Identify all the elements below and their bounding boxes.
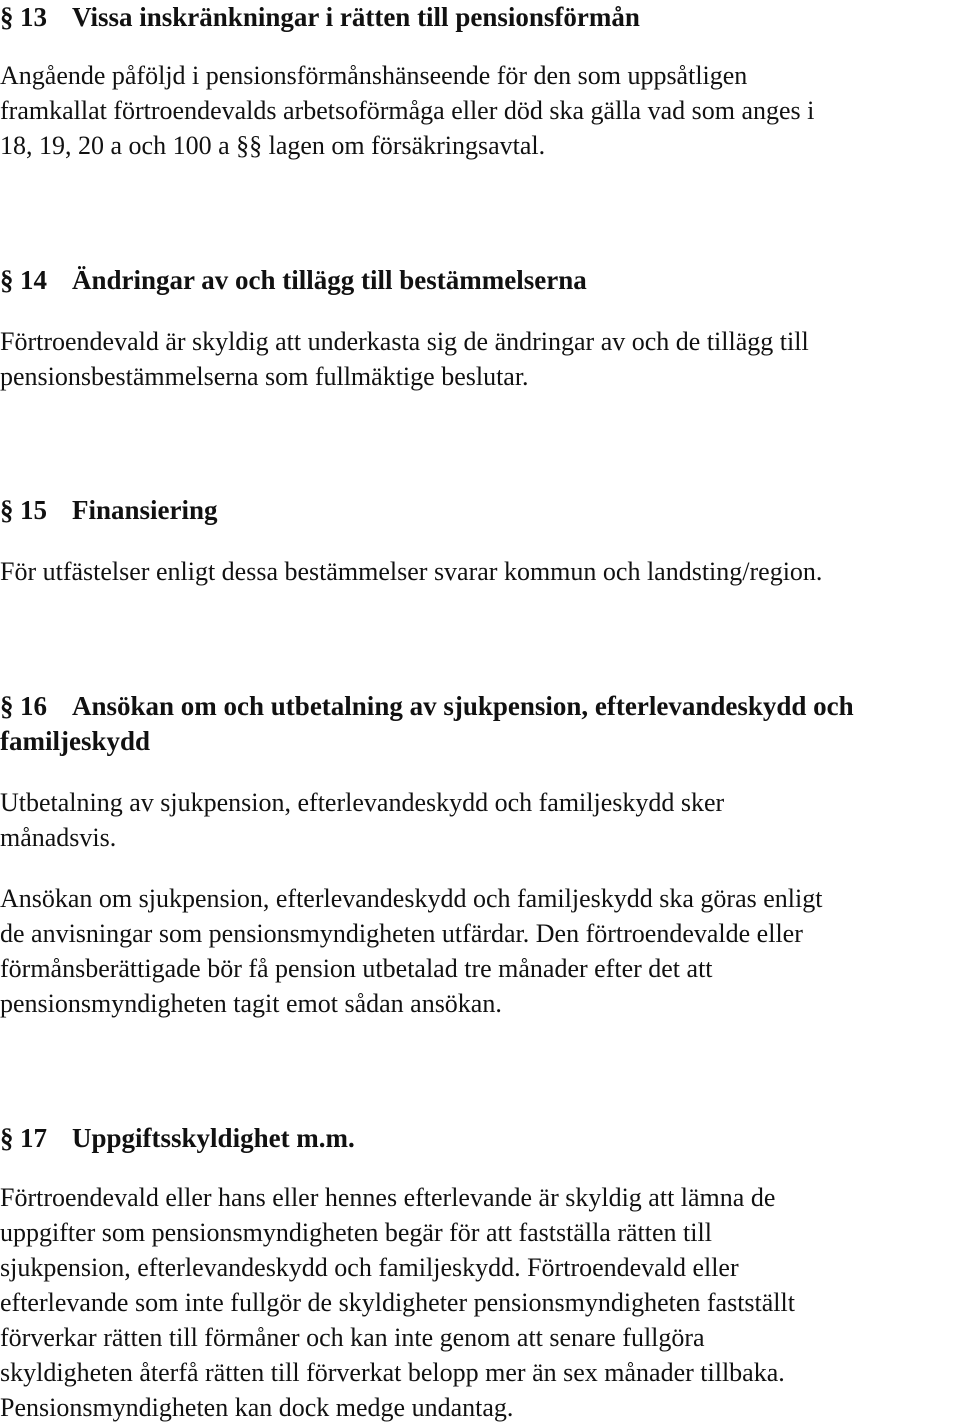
paragraph-line: uppgifter som pensionsmyndigheten begär för att fastställa rätten till [0, 1218, 712, 1247]
section-title: Vissa inskränkningar i rätten till pensionsförmån [72, 2, 640, 32]
section-title-continued: familjeskydd [0, 726, 151, 756]
paragraph-line: månadsvis. [0, 823, 117, 852]
paragraph-line: de anvisningar som pensionsmyndigheten utfärdar. Den förtroendevalde eller [0, 919, 803, 948]
section-title: Uppgiftsskyldighet m.m. [72, 1123, 355, 1153]
paragraph-line: förverkar rätten till förmåner och kan inte genom att senare fullgöra [0, 1323, 705, 1352]
section-15-heading [0, 493, 960, 528]
paragraph-line: förmånsberättigade bör få pension utbetalad tre månader efter det att [0, 954, 713, 983]
paragraph-line: För utfästelser enligt dessa bestämmelser svarar kommun och landsting/region. [0, 557, 823, 586]
paragraph-line: Angående påföljd i pensionsförmånshänseende för den som uppsåtligen [0, 61, 748, 90]
section-number: 13 [20, 2, 47, 32]
paragraph-line: Utbetalning av sjukpension, efterlevandeskydd och familjeskydd sker [0, 788, 725, 817]
section-13-body [0, 58, 960, 163]
paragraph-line: efterlevande som inte fullgör de skyldigheter pensionsmyndigheten fastställt [0, 1288, 795, 1317]
section-17-heading [0, 1121, 960, 1156]
paragraph-line: Ansökan om sjukpension, efterlevandeskydd och familjeskydd ska göras enligt [0, 884, 823, 913]
section-number: 15 [20, 495, 47, 525]
paragraph-line: 18, 19, 20 a och 100 a §§ lagen om försäkringsavtal. [0, 131, 546, 160]
section-title: Finansiering [72, 495, 218, 525]
section-16-heading [0, 689, 960, 759]
section-title: Ansökan om och utbetalning av sjukpension, efterlevandeskydd och [72, 691, 854, 721]
section-17-body [0, 1180, 960, 1425]
section-15-body [0, 554, 960, 589]
section-16-paragraph-2 [0, 881, 960, 1021]
paragraph-line: skyldigheten återfå rätten till förverkat belopp mer än sex månader tillbaka. [0, 1358, 785, 1387]
section-symbol: § [0, 2, 14, 32]
section-title: Ändringar av och tillägg till bestämmelserna [72, 265, 587, 295]
paragraph-line: pensionsbestämmelserna som fullmäktige beslutar. [0, 362, 529, 391]
paragraph-line: sjukpension, efterlevandeskydd och familjeskydd. Förtroendevald eller [0, 1253, 739, 1282]
section-14-body [0, 324, 960, 394]
section-symbol: § [0, 1123, 14, 1153]
paragraph-line: Förtroendevald eller hans eller hennes efterlevande är skyldig att lämna de [0, 1183, 776, 1212]
section-16-paragraph-1 [0, 785, 960, 855]
section-symbol: § [0, 495, 14, 525]
section-number: 17 [20, 1123, 47, 1153]
paragraph-line: Pensionsmyndigheten kan dock medge undantag. [0, 1393, 514, 1422]
section-13-heading [0, 0, 960, 35]
paragraph-line: framkallat förtroendevalds arbetsoförmåga eller död ska gälla vad som anges i [0, 96, 815, 125]
section-symbol: § [0, 265, 14, 295]
paragraph-line: Förtroendevald är skyldig att underkasta sig de ändringar av och de tillägg till [0, 327, 809, 356]
paragraph-line: pensionsmyndigheten tagit emot sådan ansökan. [0, 989, 502, 1018]
section-14-heading [0, 263, 960, 298]
section-number: 16 [20, 691, 47, 721]
section-symbol: § [0, 691, 14, 721]
section-number: 14 [20, 265, 47, 295]
